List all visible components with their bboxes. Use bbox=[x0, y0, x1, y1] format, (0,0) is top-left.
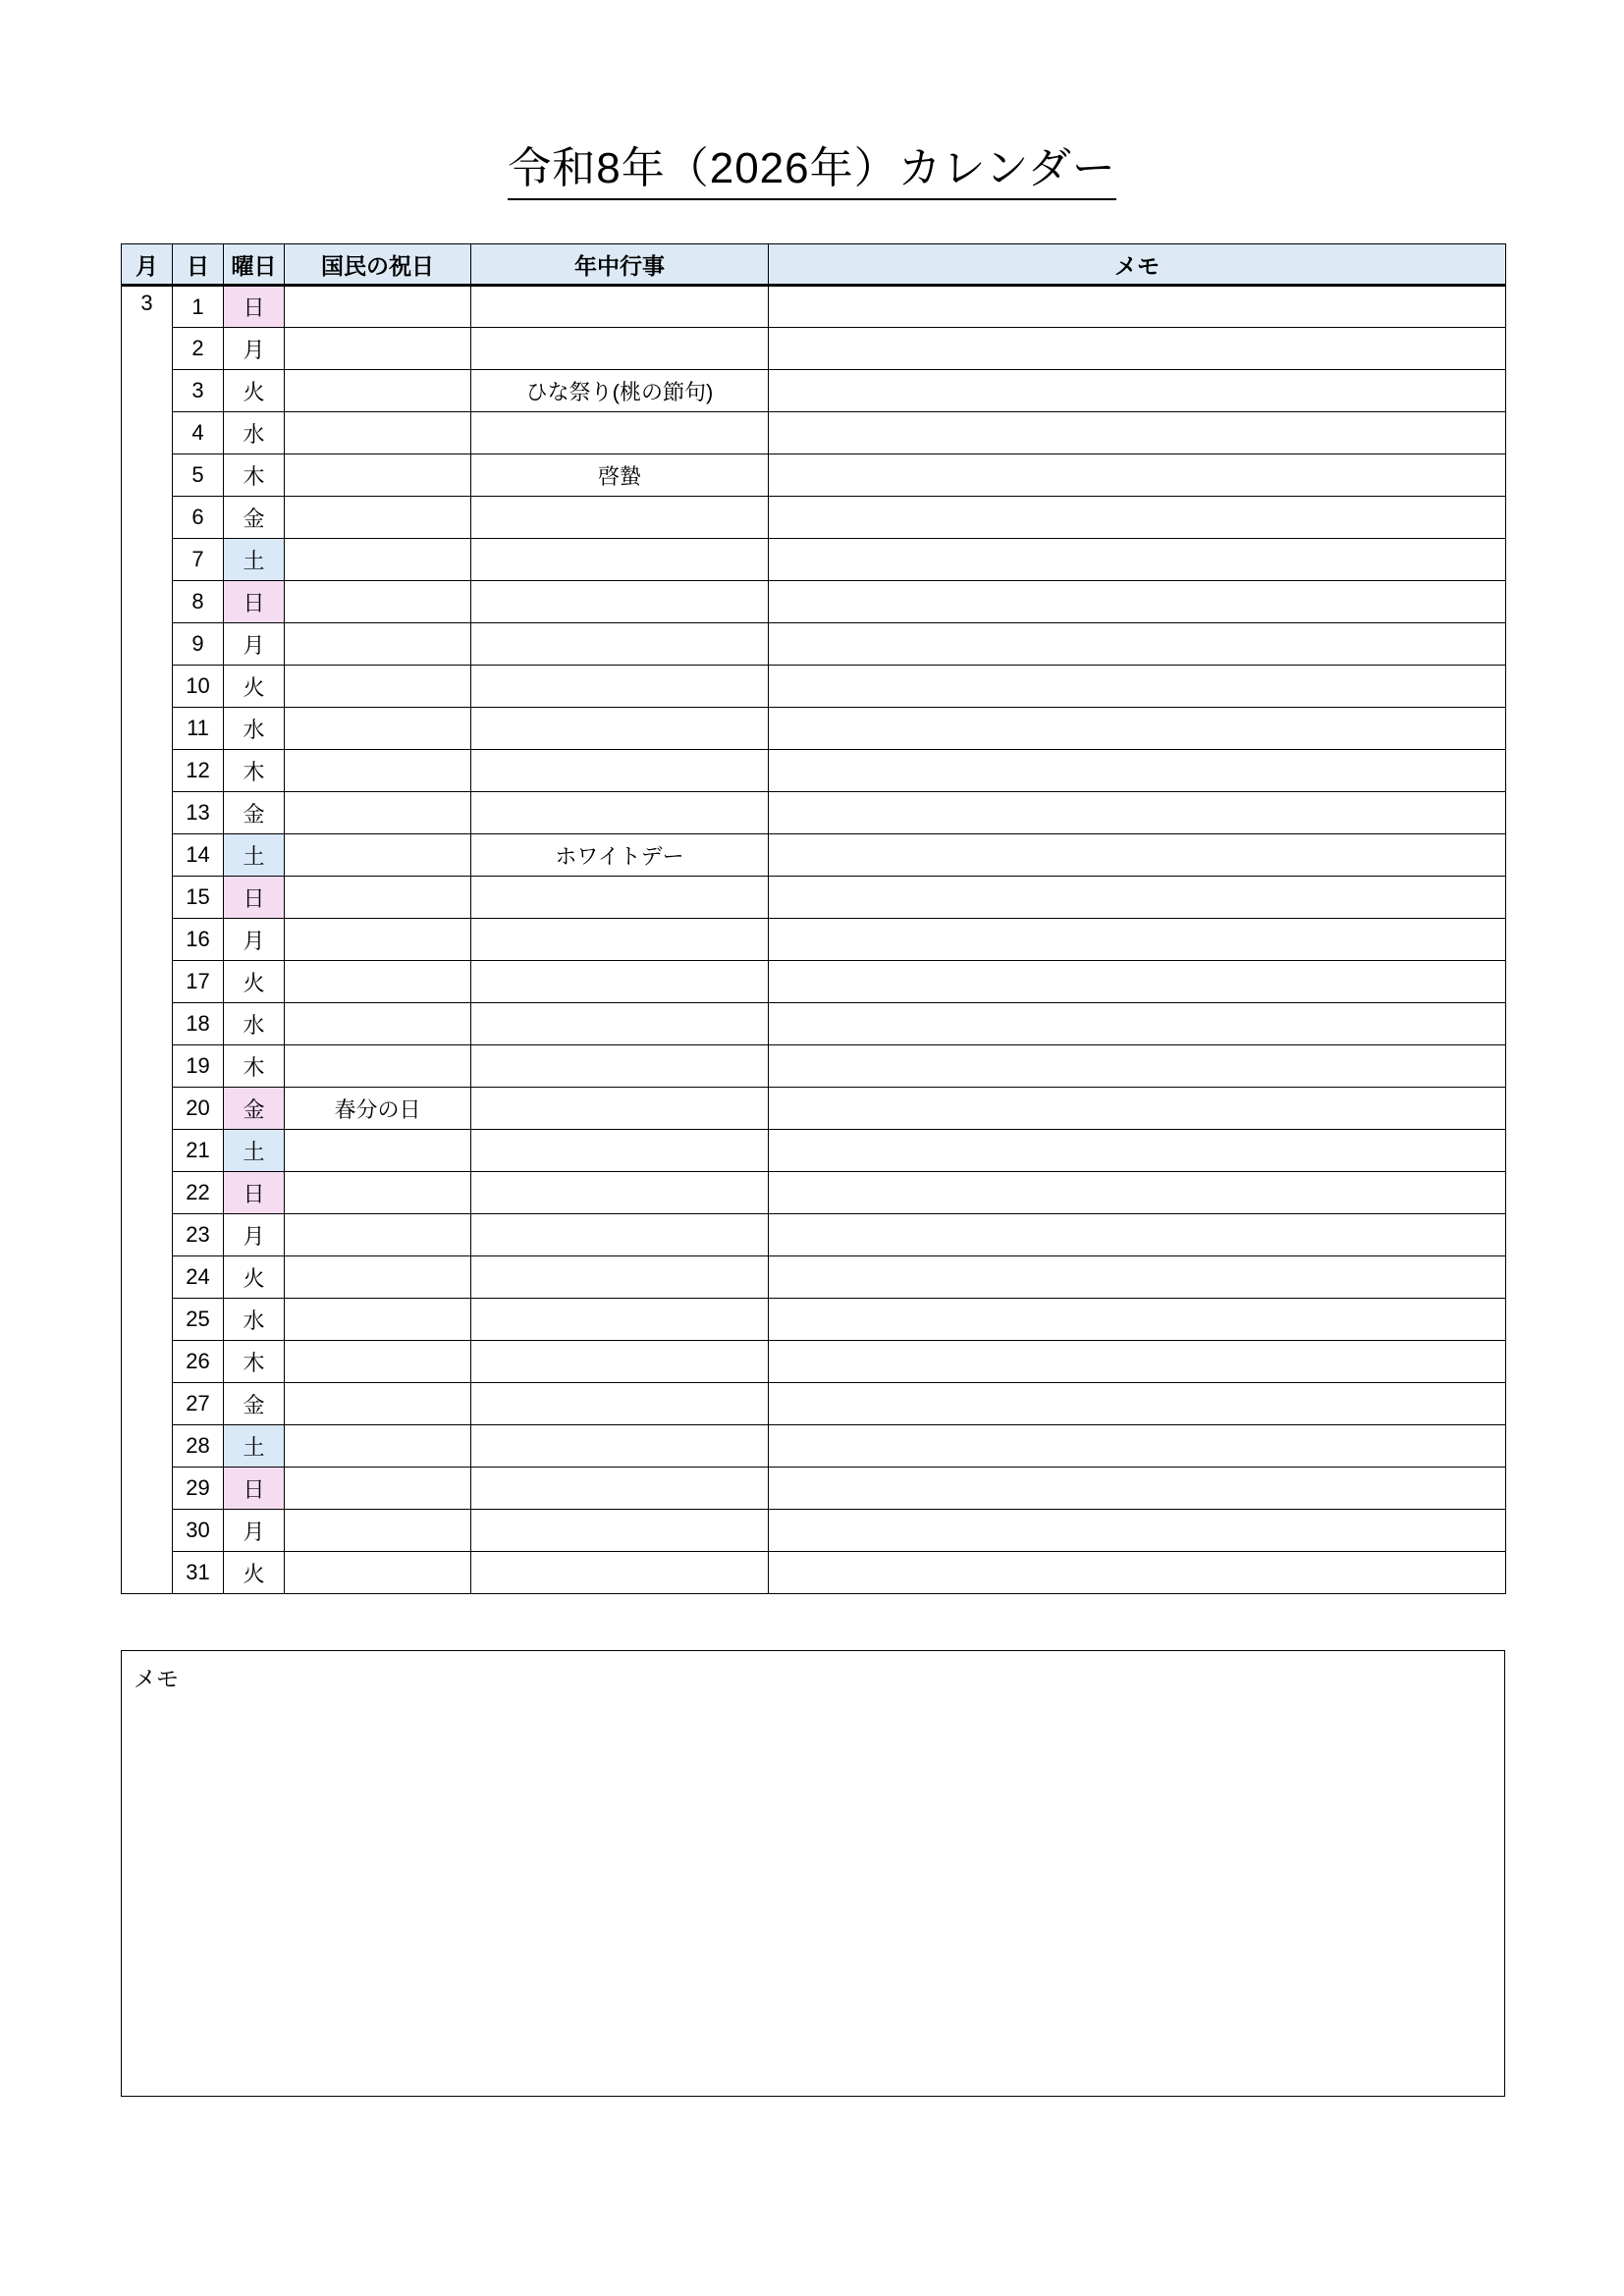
day-number-cell: 28 bbox=[173, 1425, 224, 1468]
page-title-text: 令和8年（2026年）カレンダー bbox=[508, 144, 1116, 200]
holiday-cell bbox=[285, 1341, 471, 1383]
table-row bbox=[122, 1214, 1506, 1256]
table-row bbox=[122, 919, 1506, 961]
memo-cell[interactable] bbox=[769, 708, 1506, 750]
memo-cell[interactable] bbox=[769, 454, 1506, 497]
table-row bbox=[122, 961, 1506, 1003]
weekday-cell: 日 bbox=[224, 1172, 285, 1214]
memo-cell[interactable] bbox=[769, 1383, 1506, 1425]
holiday-cell bbox=[285, 370, 471, 412]
weekday-cell: 木 bbox=[224, 1341, 285, 1383]
holiday-cell bbox=[285, 286, 471, 328]
holiday-cell bbox=[285, 412, 471, 454]
memo-cell[interactable] bbox=[769, 581, 1506, 623]
event-cell bbox=[471, 328, 769, 370]
column-header-weekday: 曜日 bbox=[224, 244, 285, 286]
bottom-memo-area[interactable] bbox=[122, 1651, 1504, 2096]
table-row bbox=[122, 1510, 1506, 1552]
memo-cell[interactable] bbox=[769, 286, 1506, 328]
column-header-event: 年中行事 bbox=[471, 244, 769, 286]
event-cell bbox=[471, 1003, 769, 1045]
table-row bbox=[122, 1468, 1506, 1510]
month-cell: 3 bbox=[122, 286, 173, 1594]
table-row bbox=[122, 370, 1506, 412]
holiday-cell bbox=[285, 1045, 471, 1088]
memo-cell[interactable] bbox=[769, 328, 1506, 370]
weekday-cell: 金 bbox=[224, 1383, 285, 1425]
column-header-memo: メモ bbox=[769, 244, 1506, 286]
weekday-cell: 金 bbox=[224, 497, 285, 539]
holiday-cell: 春分の日 bbox=[285, 1088, 471, 1130]
event-cell bbox=[471, 581, 769, 623]
day-number-cell: 4 bbox=[173, 412, 224, 454]
table-row bbox=[122, 581, 1506, 623]
memo-cell[interactable] bbox=[769, 1468, 1506, 1510]
table-row bbox=[122, 1425, 1506, 1468]
weekday-cell: 日 bbox=[224, 877, 285, 919]
holiday-cell bbox=[285, 708, 471, 750]
memo-cell[interactable] bbox=[769, 1425, 1506, 1468]
memo-cell[interactable] bbox=[769, 750, 1506, 792]
day-number-cell: 8 bbox=[173, 581, 224, 623]
day-number-cell: 7 bbox=[173, 539, 224, 581]
day-number-cell: 9 bbox=[173, 623, 224, 666]
day-number-cell: 31 bbox=[173, 1552, 224, 1594]
table-row bbox=[122, 1003, 1506, 1045]
memo-cell[interactable] bbox=[769, 370, 1506, 412]
day-number-cell: 18 bbox=[173, 1003, 224, 1045]
event-cell bbox=[471, 877, 769, 919]
day-number-cell: 1 bbox=[173, 286, 224, 328]
holiday-cell bbox=[285, 623, 471, 666]
holiday-cell bbox=[285, 454, 471, 497]
event-cell bbox=[471, 623, 769, 666]
table-row bbox=[122, 708, 1506, 750]
table-row bbox=[122, 877, 1506, 919]
table-row bbox=[122, 1172, 1506, 1214]
memo-cell[interactable] bbox=[769, 919, 1506, 961]
event-cell: ひな祭り(桃の節句) bbox=[471, 370, 769, 412]
day-number-cell: 12 bbox=[173, 750, 224, 792]
weekday-cell: 土 bbox=[224, 1425, 285, 1468]
holiday-cell bbox=[285, 539, 471, 581]
column-header-day: 日 bbox=[173, 244, 224, 286]
event-cell bbox=[471, 792, 769, 834]
table-row bbox=[122, 1256, 1506, 1299]
calendar-body bbox=[122, 286, 1506, 1594]
table-row bbox=[122, 1045, 1506, 1088]
holiday-cell bbox=[285, 1425, 471, 1468]
holiday-cell bbox=[285, 750, 471, 792]
event-cell bbox=[471, 539, 769, 581]
day-number-cell: 20 bbox=[173, 1088, 224, 1130]
table-row bbox=[122, 834, 1506, 877]
table-row bbox=[122, 539, 1506, 581]
memo-cell[interactable] bbox=[769, 1214, 1506, 1256]
table-row bbox=[122, 412, 1506, 454]
weekday-cell: 火 bbox=[224, 666, 285, 708]
day-number-cell: 16 bbox=[173, 919, 224, 961]
day-number-cell: 26 bbox=[173, 1341, 224, 1383]
weekday-cell: 月 bbox=[224, 1214, 285, 1256]
holiday-cell bbox=[285, 792, 471, 834]
day-number-cell: 11 bbox=[173, 708, 224, 750]
memo-cell[interactable] bbox=[769, 1088, 1506, 1130]
holiday-cell bbox=[285, 497, 471, 539]
event-cell: ホワイトデー bbox=[471, 834, 769, 877]
memo-cell[interactable] bbox=[769, 1256, 1506, 1299]
event-cell bbox=[471, 1468, 769, 1510]
calendar-table bbox=[121, 243, 1506, 1594]
table-row bbox=[122, 1341, 1506, 1383]
memo-cell[interactable] bbox=[769, 539, 1506, 581]
holiday-cell bbox=[285, 877, 471, 919]
weekday-cell: 木 bbox=[224, 750, 285, 792]
day-number-cell: 10 bbox=[173, 666, 224, 708]
memo-cell[interactable] bbox=[769, 961, 1506, 1003]
day-number-cell: 24 bbox=[173, 1256, 224, 1299]
day-number-cell: 17 bbox=[173, 961, 224, 1003]
holiday-cell bbox=[285, 1256, 471, 1299]
holiday-cell bbox=[285, 1214, 471, 1256]
event-cell bbox=[471, 1383, 769, 1425]
event-cell bbox=[471, 1214, 769, 1256]
table-row bbox=[122, 286, 1506, 328]
event-cell bbox=[471, 1299, 769, 1341]
memo-cell[interactable] bbox=[769, 1130, 1506, 1172]
memo-cell[interactable] bbox=[769, 666, 1506, 708]
holiday-cell bbox=[285, 1299, 471, 1341]
event-cell bbox=[471, 708, 769, 750]
weekday-cell: 水 bbox=[224, 412, 285, 454]
holiday-cell bbox=[285, 666, 471, 708]
day-number-cell: 22 bbox=[173, 1172, 224, 1214]
day-number-cell: 19 bbox=[173, 1045, 224, 1088]
holiday-cell bbox=[285, 919, 471, 961]
day-number-cell: 25 bbox=[173, 1299, 224, 1341]
event-cell bbox=[471, 1130, 769, 1172]
memo-cell[interactable] bbox=[769, 1299, 1506, 1341]
table-row bbox=[122, 1088, 1506, 1130]
weekday-cell: 火 bbox=[224, 370, 285, 412]
event-cell bbox=[471, 1172, 769, 1214]
table-row bbox=[122, 328, 1506, 370]
memo-cell[interactable] bbox=[769, 1003, 1506, 1045]
event-cell bbox=[471, 750, 769, 792]
weekday-cell: 土 bbox=[224, 539, 285, 581]
table-row bbox=[122, 1299, 1506, 1341]
table-row bbox=[122, 666, 1506, 708]
weekday-cell: 木 bbox=[224, 454, 285, 497]
weekday-cell: 火 bbox=[224, 961, 285, 1003]
memo-cell[interactable] bbox=[769, 834, 1506, 877]
holiday-cell bbox=[285, 581, 471, 623]
table-header-row bbox=[122, 244, 1506, 286]
weekday-cell: 月 bbox=[224, 919, 285, 961]
day-number-cell: 23 bbox=[173, 1214, 224, 1256]
memo-cell[interactable] bbox=[769, 1552, 1506, 1594]
event-cell bbox=[471, 1552, 769, 1594]
event-cell: 啓蟄 bbox=[471, 454, 769, 497]
weekday-cell: 木 bbox=[224, 1045, 285, 1088]
weekday-cell: 月 bbox=[224, 328, 285, 370]
memo-cell[interactable] bbox=[769, 1172, 1506, 1214]
memo-cell[interactable] bbox=[769, 792, 1506, 834]
weekday-cell: 月 bbox=[224, 623, 285, 666]
memo-cell[interactable] bbox=[769, 877, 1506, 919]
table-row bbox=[122, 1552, 1506, 1594]
holiday-cell bbox=[285, 1468, 471, 1510]
event-cell bbox=[471, 286, 769, 328]
day-number-cell: 3 bbox=[173, 370, 224, 412]
holiday-cell bbox=[285, 1552, 471, 1594]
holiday-cell bbox=[285, 1003, 471, 1045]
column-header-holiday: 国民の祝日 bbox=[285, 244, 471, 286]
weekday-cell: 日 bbox=[224, 1468, 285, 1510]
event-cell bbox=[471, 412, 769, 454]
day-number-cell: 2 bbox=[173, 328, 224, 370]
day-number-cell: 14 bbox=[173, 834, 224, 877]
event-cell bbox=[471, 919, 769, 961]
table-row bbox=[122, 792, 1506, 834]
memo-cell[interactable] bbox=[769, 412, 1506, 454]
page-title bbox=[0, 133, 1624, 195]
holiday-cell bbox=[285, 1383, 471, 1425]
table-row bbox=[122, 623, 1506, 666]
table-row bbox=[122, 1130, 1506, 1172]
holiday-cell bbox=[285, 834, 471, 877]
event-cell bbox=[471, 497, 769, 539]
table-row bbox=[122, 497, 1506, 539]
weekday-cell: 火 bbox=[224, 1256, 285, 1299]
memo-cell[interactable] bbox=[769, 1510, 1506, 1552]
weekday-cell: 月 bbox=[224, 1510, 285, 1552]
weekday-cell: 水 bbox=[224, 1003, 285, 1045]
event-cell bbox=[471, 1510, 769, 1552]
event-cell bbox=[471, 1088, 769, 1130]
event-cell bbox=[471, 1256, 769, 1299]
weekday-cell: 金 bbox=[224, 1088, 285, 1130]
weekday-cell: 水 bbox=[224, 1299, 285, 1341]
weekday-cell: 日 bbox=[224, 581, 285, 623]
memo-cell[interactable] bbox=[769, 623, 1506, 666]
bottom-memo-box[interactable] bbox=[121, 1650, 1505, 2097]
day-number-cell: 27 bbox=[173, 1383, 224, 1425]
weekday-cell: 日 bbox=[224, 286, 285, 328]
event-cell bbox=[471, 1045, 769, 1088]
memo-cell[interactable] bbox=[769, 1341, 1506, 1383]
table-row bbox=[122, 1383, 1506, 1425]
holiday-cell bbox=[285, 1510, 471, 1552]
weekday-cell: 土 bbox=[224, 834, 285, 877]
day-number-cell: 15 bbox=[173, 877, 224, 919]
column-header-month: 月 bbox=[122, 244, 173, 286]
holiday-cell bbox=[285, 1130, 471, 1172]
weekday-cell: 土 bbox=[224, 1130, 285, 1172]
table-row bbox=[122, 750, 1506, 792]
day-number-cell: 30 bbox=[173, 1510, 224, 1552]
holiday-cell bbox=[285, 1172, 471, 1214]
table-row bbox=[122, 454, 1506, 497]
weekday-cell: 金 bbox=[224, 792, 285, 834]
day-number-cell: 21 bbox=[173, 1130, 224, 1172]
bottom-memo-label: メモ bbox=[134, 1666, 179, 1691]
day-number-cell: 5 bbox=[173, 454, 224, 497]
holiday-cell bbox=[285, 328, 471, 370]
event-cell bbox=[471, 1425, 769, 1468]
memo-cell[interactable] bbox=[769, 497, 1506, 539]
memo-cell[interactable] bbox=[769, 1045, 1506, 1088]
weekday-cell: 火 bbox=[224, 1552, 285, 1594]
holiday-cell bbox=[285, 961, 471, 1003]
weekday-cell: 水 bbox=[224, 708, 285, 750]
day-number-cell: 13 bbox=[173, 792, 224, 834]
day-number-cell: 29 bbox=[173, 1468, 224, 1510]
event-cell bbox=[471, 666, 769, 708]
day-number-cell: 6 bbox=[173, 497, 224, 539]
event-cell bbox=[471, 961, 769, 1003]
event-cell bbox=[471, 1341, 769, 1383]
